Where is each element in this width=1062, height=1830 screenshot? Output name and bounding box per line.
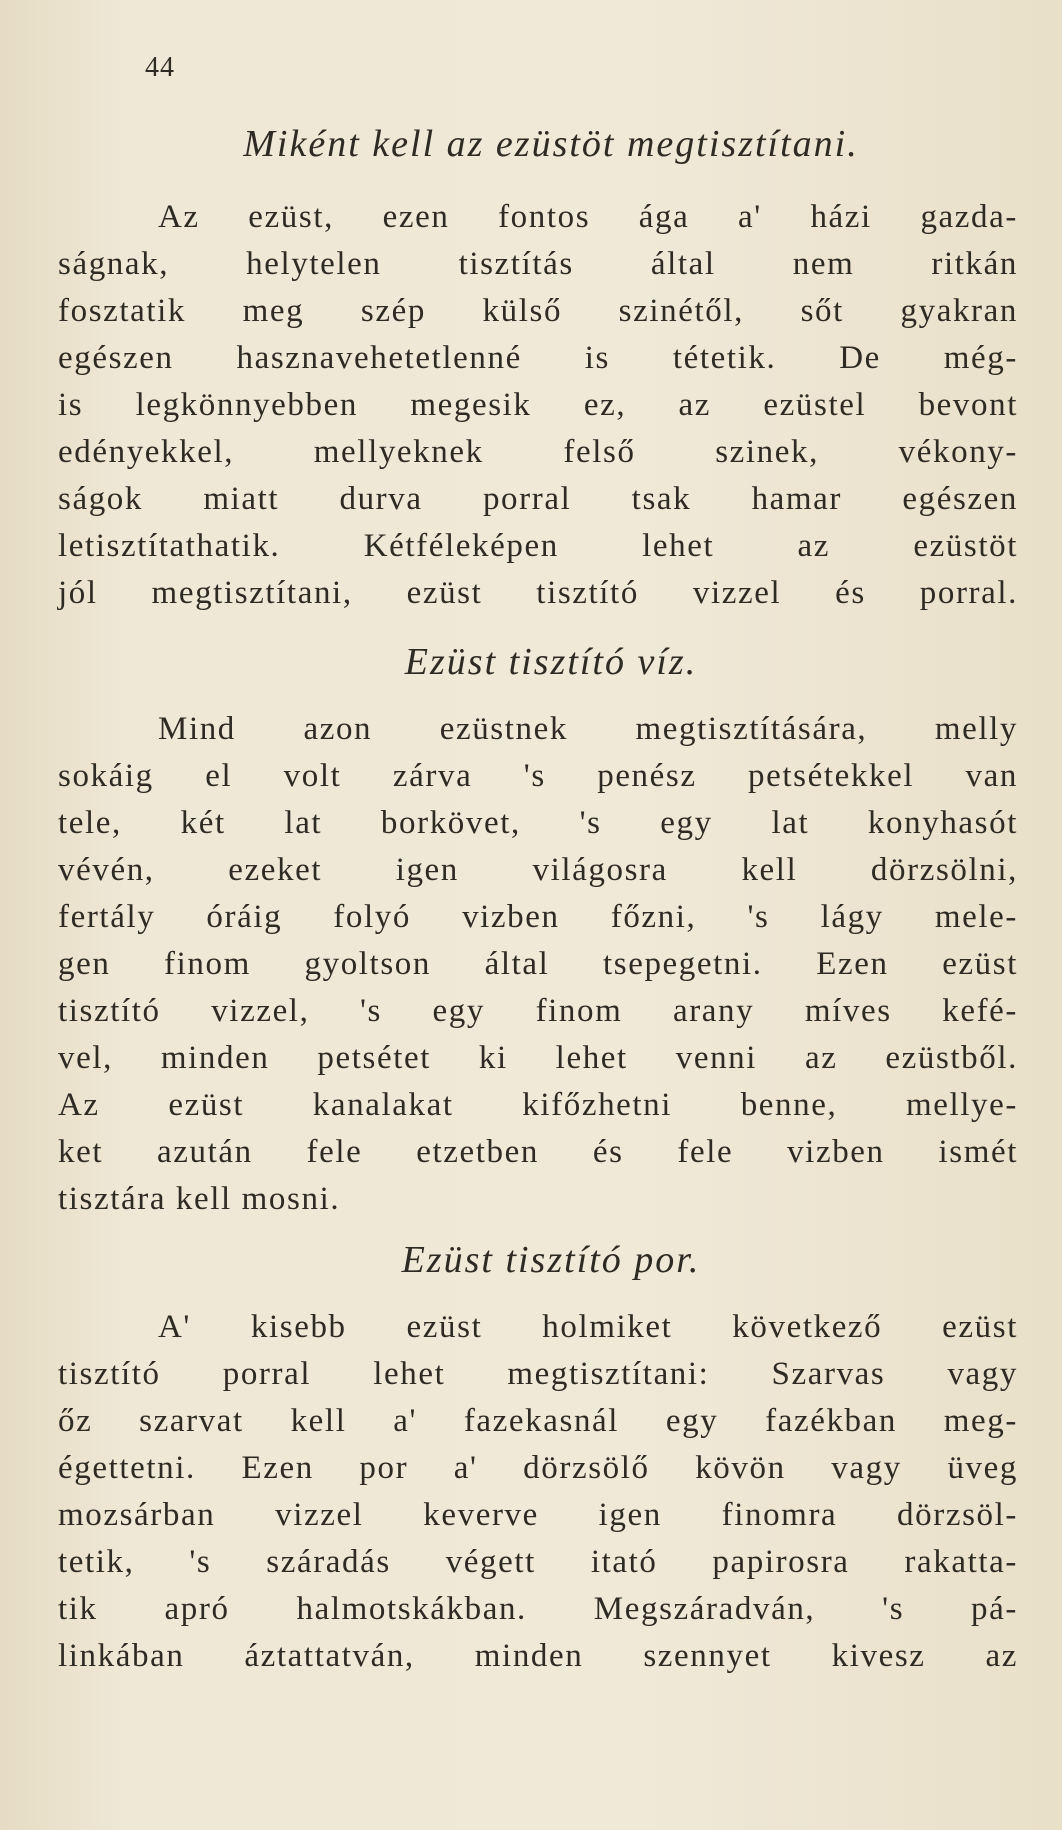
text-line: ságnak, helytelen tisztítás által nem ritkán xyxy=(58,246,1018,282)
text-line: őz szarvat kell a' fazekasnál egy fazékban meg- xyxy=(58,1403,1018,1439)
text-line: tele, két lat borkövet, 's egy lat konyhasót xyxy=(58,805,1018,841)
paragraph-intro xyxy=(58,194,1018,617)
paragraph-powder xyxy=(58,1304,1018,1680)
text-line: fosztatik meg szép külső szinétől, sőt gyakran xyxy=(58,293,1018,329)
text-line: tik apró halmotskákban. Megszáradván, 's pá- xyxy=(58,1591,1018,1627)
text-line: tisztító porral lehet megtisztítani: Szarvas vagy xyxy=(58,1356,1018,1392)
text-line: Az ezüst kanalakat kifőzhetni benne, mellye- xyxy=(58,1087,1018,1123)
text-line: linkában áztattatván, minden szennyet kivesz az xyxy=(58,1638,1018,1674)
text-line: ket azután fele etzetben és fele vizben ismét xyxy=(58,1134,1018,1170)
text-line: egészen hasznavehetetlenné is tétetik. De még- xyxy=(58,340,1018,376)
text-line: Mind azon ezüstnek megtisztítására, melly xyxy=(158,711,1018,747)
text-line: tetik, 's száradás végett itató papirosra rakatta- xyxy=(58,1544,1018,1580)
text-line: mozsárban vizzel keverve igen finomra dörzsöl- xyxy=(58,1497,1018,1533)
text-line: A' kisebb ezüst holmiket következő ezüst xyxy=(158,1309,1018,1345)
text-line: edényekkel, mellyeknek felső szinek, vékony- xyxy=(58,434,1018,470)
text-line: sokáig el volt zárva 's penész petsétekkel van xyxy=(58,758,1018,794)
text-line: fertály óráig folyó vizben főzni, 's lágy mele- xyxy=(58,899,1018,935)
text-line: gen finom gyoltson által tsepegetni. Ezen ezüst xyxy=(58,946,1018,982)
text-line: letisztítathatik. Kétféleképen lehet az ezüstöt xyxy=(58,528,1018,564)
section-heading-water: Ezüst tisztító víz. xyxy=(404,641,698,683)
page-title: Miként kell az ezüstöt megtisztítani. xyxy=(243,123,859,165)
text-line: tisztító vizzel, 's egy finom arany míves kefé- xyxy=(58,993,1018,1029)
text-line: vel, minden petsétet ki lehet venni az ezüstből. xyxy=(58,1040,1018,1076)
text-line: vévén, ezeket igen világosra kell dörzsölni, xyxy=(58,852,1018,888)
text-line: is legkönnyebben megesik ez, az ezüstel bevont xyxy=(58,387,1018,423)
text-line: tisztára kell mosni. xyxy=(58,1181,341,1217)
section-heading-powder: Ezüst tisztító por. xyxy=(401,1239,701,1281)
text-line: ságok miatt durva porral tsak hamar egészen xyxy=(58,481,1018,517)
page-number: 44 xyxy=(145,52,175,83)
text-line: Az ezüst, ezen fontos ága a' házi gazda- xyxy=(158,199,1018,235)
text-line: égettetni. Ezen por a' dörzsölő kövön vagy üveg xyxy=(58,1450,1018,1486)
paragraph-water xyxy=(58,706,1018,1223)
text-line: jól megtisztítani, ezüst tisztító vizzel és porral. xyxy=(58,575,1018,611)
